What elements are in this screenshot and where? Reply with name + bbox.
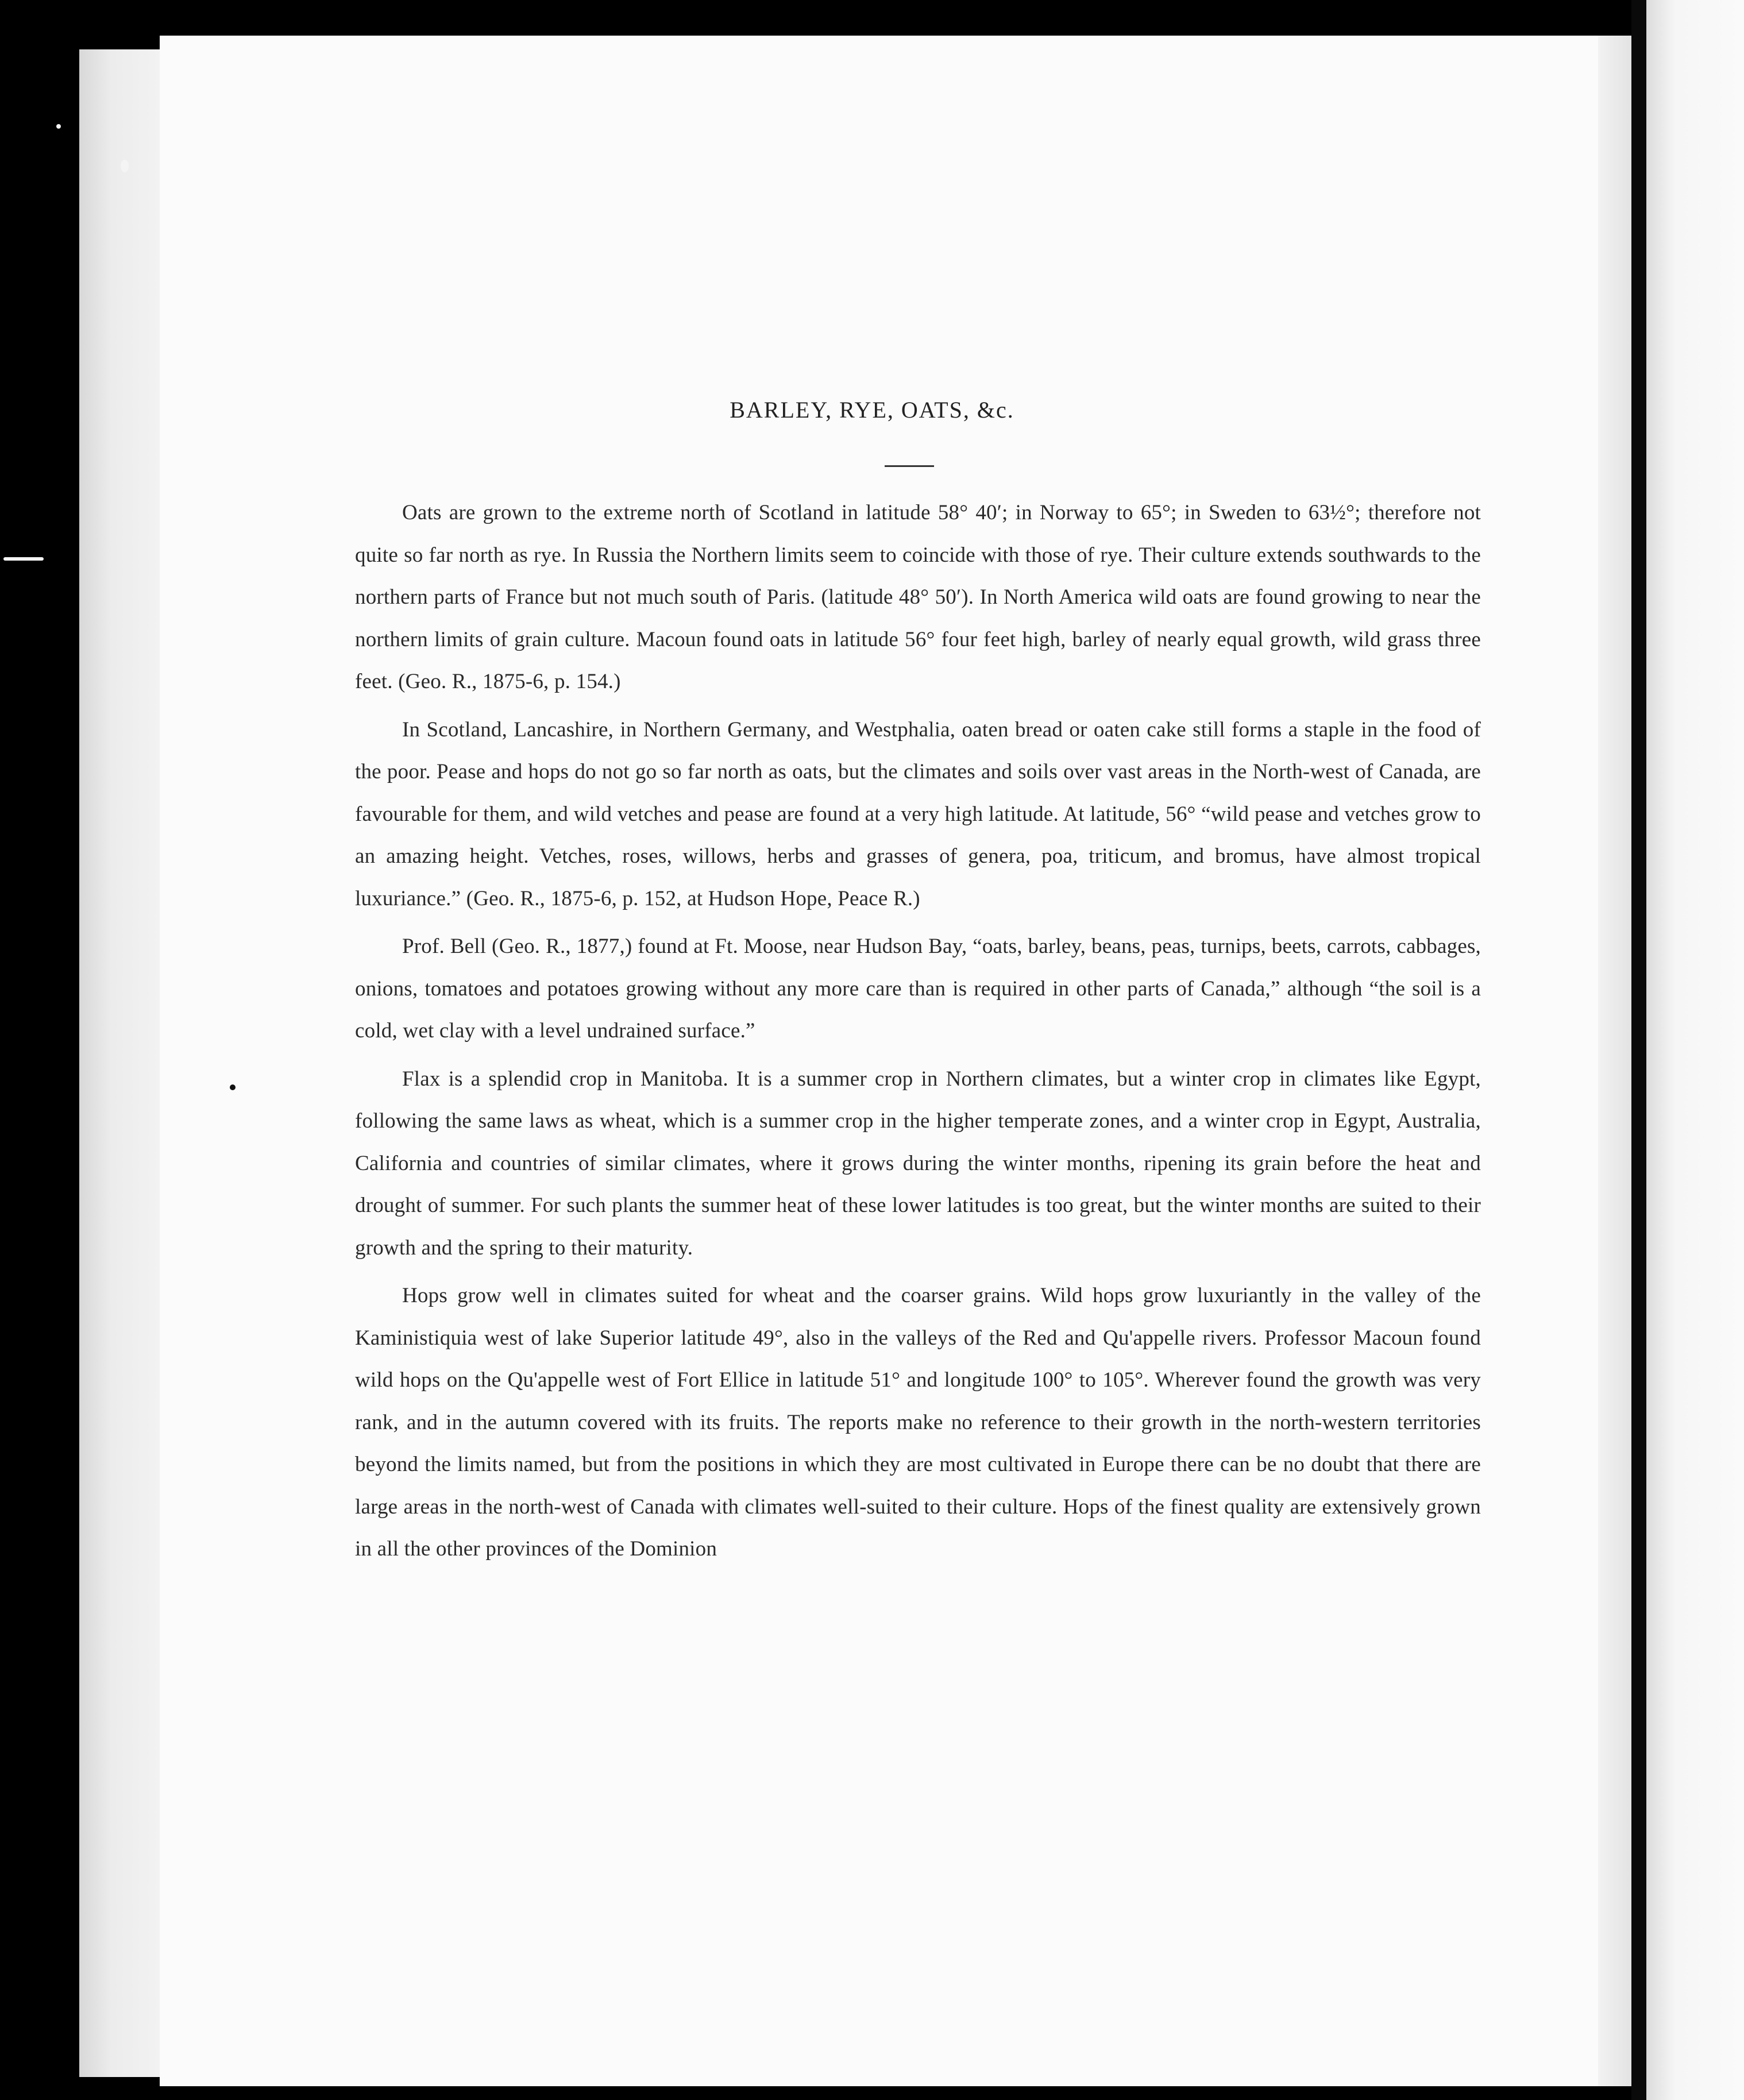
gutter-shadow (1631, 0, 1646, 2100)
paragraph-hops: Hops grow well in climates suited for wheat and the coarser grains. Wild hops grow luxuriantly in the valley of the Kaministiquia west of lake Superior latitude 49°, also in the valleys of the Red and Qu'appelle rivers. Professor Macoun found wild hops on the Qu'appelle west of Fort Ellice in latitude 51° and longitude 100° to 105°. Wherever found the growth was very rank, and in the autumn covered with its fruits. The reports make no reference to their growth in the north-western territories beyond the limits named, but from the positions in which they are most cultivated in Europe there can be no doubt that there are large areas in the north-west of Canada with climates well-suited to their culture. Hops of the finest quality are extensively grown in all the other provinces of the Dominion (355, 1284, 1481, 1561)
paragraph-flax: Flax is a splendid crop in Manitoba. It is a summer crop in Northern climates, but a winter crop in climates like Egypt, following the same laws as wheat, which is a summer crop in the higher temperate zones, and a winter crop in Egypt, Australia, California and countries of similar climates, where it grows during the winter months, ripening its grain before the heat and drought of summer. For such plants the summer heat of these lower latitudes is too great, but the winter months are suited to their growth and the spring to their maturity. (355, 1067, 1481, 1260)
binding-margin (79, 49, 160, 2077)
scan-speck (56, 124, 61, 129)
page-heading: BARLEY, RYE, OATS, &c. (730, 397, 1014, 423)
scan-speck (121, 160, 129, 172)
paragraph-oats: Oats are grown to the extreme north of Scotland in latitude 58° 40′; in Norway to 65°; in Sweden to 63½°; therefore not quite so far north as rye. In Russia the Northern limits seem to coincide with those of rye. Their culture extends southwards to the northern parts of France but not much south of Paris. (latitude 48° 50′). In North America wild oats are found growing to near the northern limits of grain culture. Macoun found oats in latitude 56° four feet high, barley of nearly equal growth, wild grass three feet. (Geo. R., 1875-6, p. 154.) (355, 501, 1481, 693)
heading-rule (885, 465, 934, 467)
page-right-edge (1598, 36, 1631, 2086)
body-text (355, 492, 1481, 1570)
scan-speck (3, 557, 44, 561)
adjacent-page-edge (1646, 0, 1744, 2100)
paragraph-prof-bell: Prof. Bell (Geo. R., 1877,) found at Ft. Moose, near Hudson Bay, “oats, barley, beans, peas, turnips, beets, carrots, cabbages, onions, tomatoes and potatoes growing without any more care than is required in other parts of Canada,” although “the soil is a cold, wet clay with a level undrained surface.” (355, 935, 1481, 1043)
paragraph-oaten-bread: In Scotland, Lancashire, in Northern Germany, and Westphalia, oaten bread or oaten cake still forms a staple in the food of the poor. Pease and hops do not go so far north as oats, but the climates and soils over vast areas in the North-west of Canada, are favourable for them, and wild vetches and pease are found at a very high latitude. At latitude, 56° “wild pease and vetches grow to an amazing height. Vetches, roses, willows, herbs and grasses of genera, poa, triticum, and bromus, have almost tropical luxuriance.” (Geo. R., 1875-6, p. 152, at Hudson Hope, Peace R.) (355, 717, 1481, 910)
scan-mark (230, 1084, 236, 1090)
